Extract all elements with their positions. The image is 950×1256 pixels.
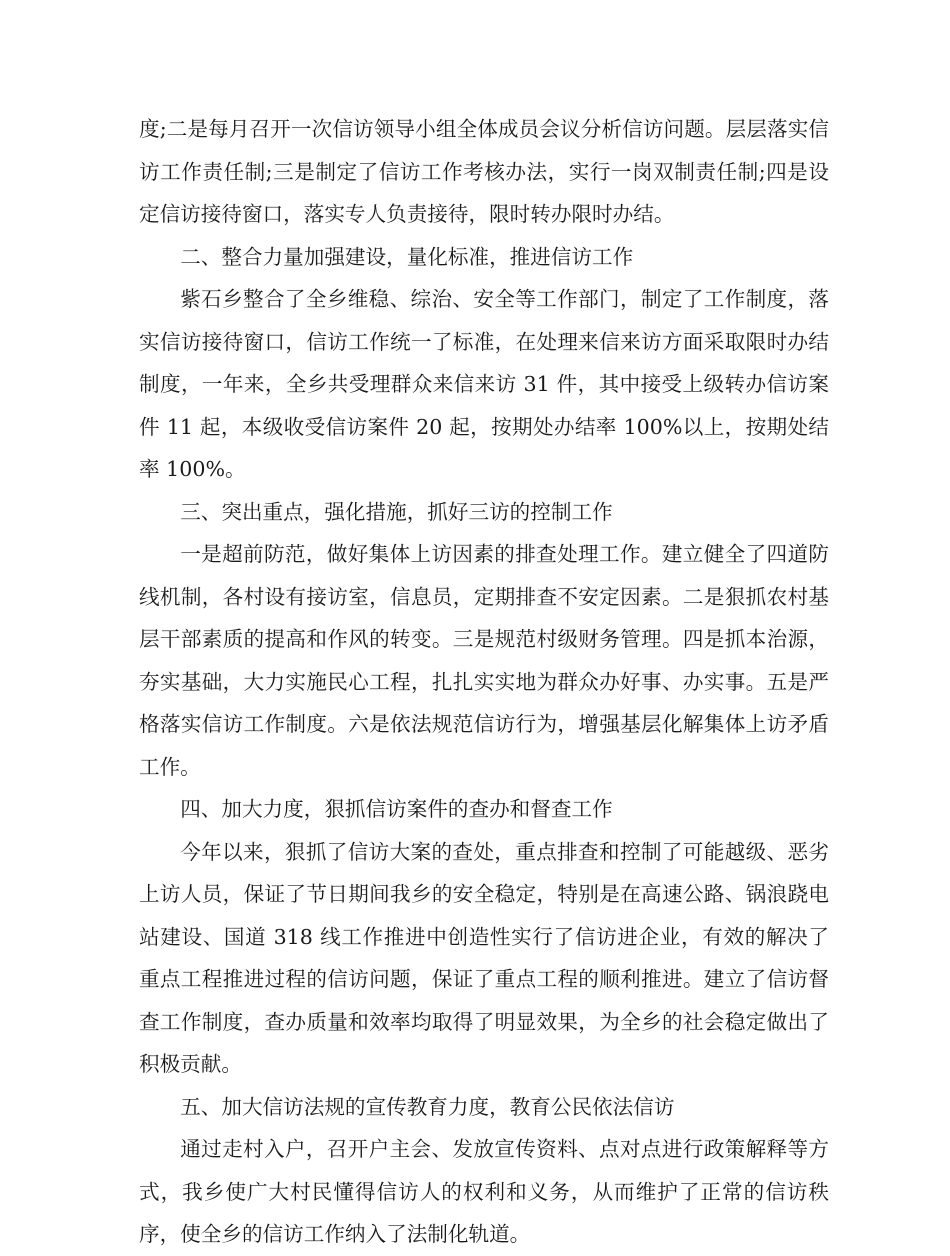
- section-heading-3: 三、突出重点，强化措施，抓好三访的控制工作: [180, 499, 613, 524]
- paragraph-section-4: 今年以来，狠抓了信访大案的查处，重点排查和控制了可能越级、恶劣上访人员，保证了节日期间我乡的安全稳定，特别是在高速公路、锅浪跷电站建设、国道 318 线工作推进中创造性实行了信访进企业，有效的解决了重点工程推进过程的信访问题，保证了重点工程的顺利推进。建立了信访督查工作制度，查办质量和效率均取得了明显效果，为全乡的社会稳定做出了积极贡献。: [139, 839, 829, 1076]
- section-heading-2: 二、整合力量加强建设，量化标准，推进信访工作: [180, 244, 634, 269]
- document-body: [139, 108, 829, 1256]
- paragraph-section-5: 通过走村入户，召开户主会、发放宣传资料、点对点进行政策解释等方式，我乡使广大村民懂得信访人的权利和义务，从而维护了正常的信访秩序，使全乡的信访工作纳入了法制化轨道。: [139, 1137, 829, 1246]
- paragraph-section-2: 紫石乡整合了全乡维稳、综治、安全等工作部门，制定了工作制度，落实信访接待窗口，信访工作统一了标准，在处理来信来访方面采取限时办结制度，一年来，全乡共受理群众来信来访 31 件，其中接受上级转办信访案件 11 起，本级收受信访案件 20 起，按期处办结率 100%以上，按期处结率 100%。: [139, 287, 829, 481]
- section-heading-5: 五、加大信访法规的宣传教育力度，教育公民依法信访: [180, 1094, 675, 1119]
- paragraph-continued: 度;二是每月召开一次信访领导小组全体成员会议分析信访问题。层层落实信访工作责任制;三是制定了信访工作考核办法，实行一岗双制责任制;四是设定信访接待窗口，落实专人负责接待，限时转办限时办结。: [139, 117, 829, 226]
- paragraph-section-3: 一是超前防范，做好集体上访因素的排查处理工作。建立健全了四道防线机制，各村设有接访室，信息员，定期排查不安定因素。二是狠抓农村基层干部素质的提高和作风的转变。三是规范村级财务管理。四是抓本治源，夯实基础，大力实施民心工程，扎扎实实地为群众办好事、办实事。五是严格落实信访工作制度。六是依法规范信访行为，增强基层化解集体上访矛盾工作。: [139, 542, 829, 779]
- section-heading-4: 四、加大力度，狠抓信访案件的查办和督查工作: [180, 797, 613, 821]
